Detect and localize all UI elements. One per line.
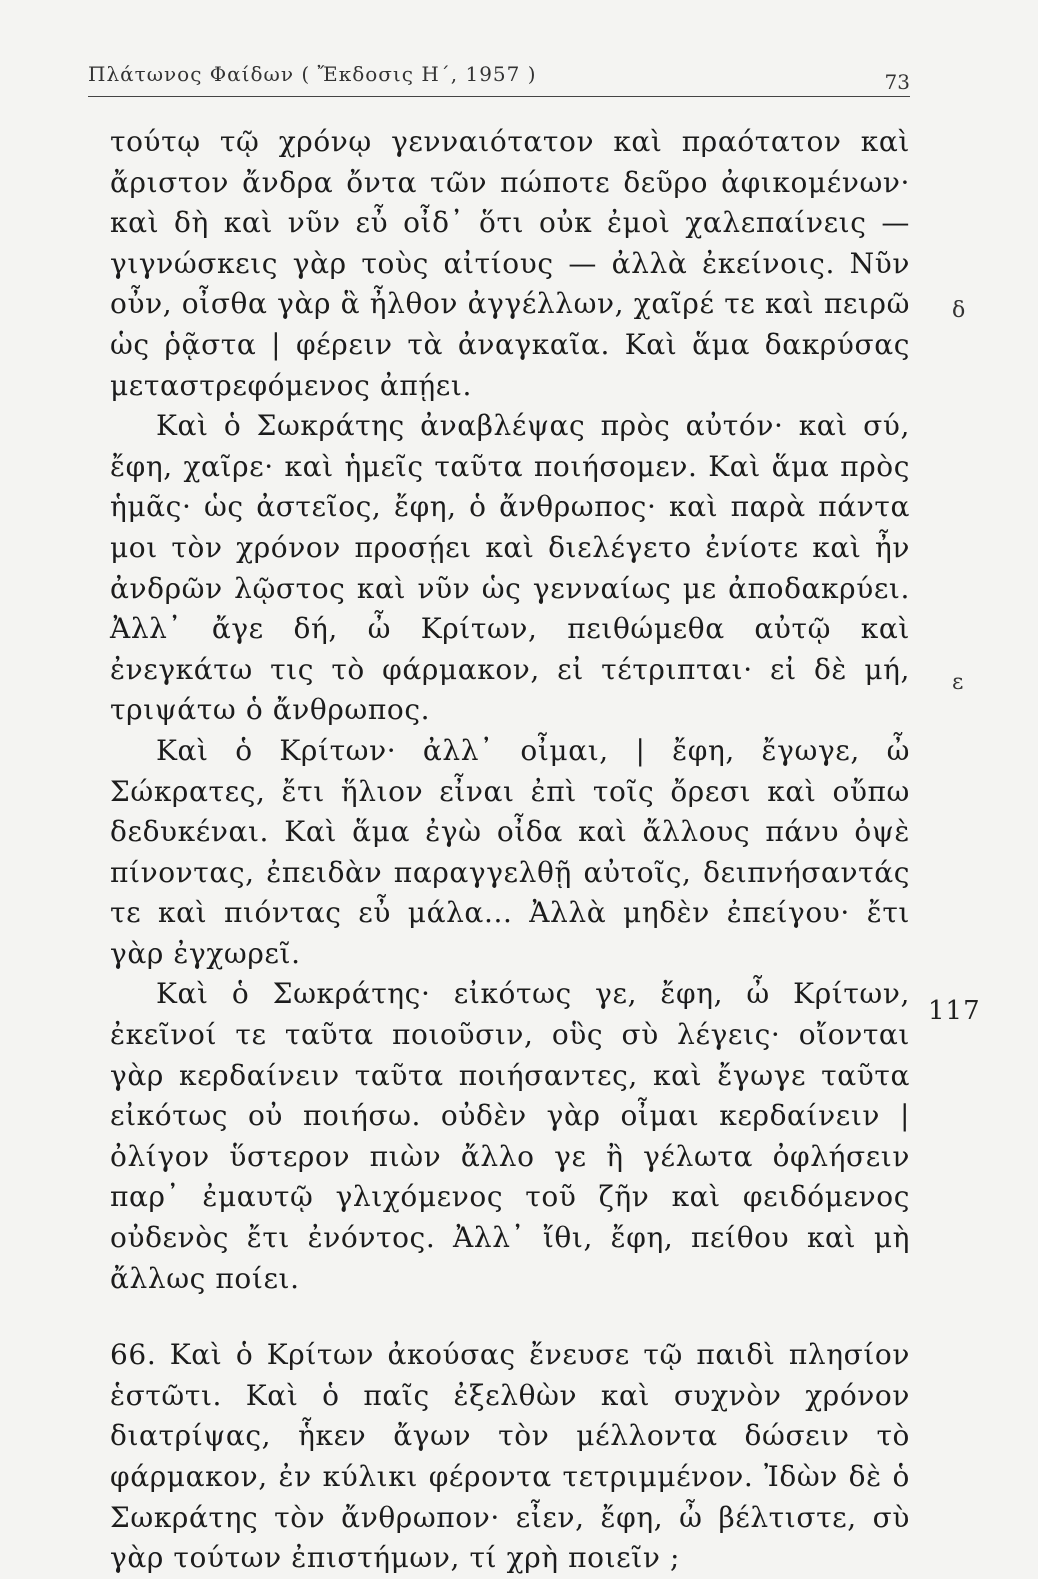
paragraph: τούτῳ τῷ χρόνῳ γενναιότατον καὶ πραότατον καὶ ἄριστον ἄνδρα ὄντα τῶν πώποτε δεῦρο ἀφικομένων· καὶ δὴ καὶ νῦν εὖ οἶδ᾽ ὅτι οὐκ ἐμοὶ χαλεπαίνεις — γιγνώσκεις γὰρ τοὺς αἰτίους — ἀλλὰ ἐκείνοις. Νῦν οὖν, οἶσθα γὰρ ἃ ἦλθον ἀγγέλλων, χαῖρέ τε καὶ πειρῶ ὡς ῥᾷστα | φέρειν τὰ ἀναγκαῖα. Καὶ ἅμα δακρύσας μεταστρεφόμενος ἀπῄει. — [110, 125, 910, 402]
margin-section-e: ε — [952, 670, 964, 695]
paragraph: Καὶ ὁ Σωκράτης ἀναβλέψας πρὸς αὐτόν· καὶ σύ, ἔφη, χαῖρε· καὶ ἡμεῖς ταῦτα ποιήσομεν. Καὶ ἅμα πρὸς ἡμᾶς· ὡς ἀστεῖος, ἔφη, ὁ ἄνθρωπος· καὶ παρὰ πάντα μοι τὸν χρόνον προσῄει καὶ διελέγετο ἐνίοτε καὶ ἦν ἀνδρῶν λῷστος καὶ νῦν ὡς γενναίως με ἀποδακρύει. Ἀλλ᾽ ἄγε δή, ὦ Κρίτων, πειθώμεθα αὐτῷ καὶ ἐνεγκάτω τις τὸ φάρμακον, εἰ τέτριπται· εἰ δὲ μή, τριψάτω ὁ ἄνθρωπος. — [110, 409, 910, 727]
main-text — [110, 122, 910, 1579]
margin-section-d: δ — [952, 298, 966, 323]
chapter-paragraph: 66. Καὶ ὁ Κρίτων ἀκούσας ἔνευσε τῷ παιδὶ πλησίον ἑστῶτι. Καὶ ὁ παῖς ἐξελθὼν καὶ συχνὸν χρόνον διατρίψας, ἧκεν ἄγων τὸν μέλλοντα δώσειν τὸ φάρμακον, ἐν κύλικι φέροντα τετριμμένον. Ἰδὼν δὲ ὁ Σωκράτης τὸν ἄνθρωπον· εἶεν, ἔφη, ὦ βέλτιστε, σὺ γὰρ τούτων ἐπιστήμων, τί χρὴ ποιεῖν ; — [110, 1338, 910, 1575]
margin-stephanus-number: 117 — [928, 996, 981, 1026]
running-header — [88, 62, 910, 97]
page-number: 73 — [884, 70, 910, 94]
paragraph: Καὶ ὁ Κρίτων· ἀλλ᾽ οἶμαι, | ἔφη, ἔγωγε, ὦ Σώκρατες, ἔτι ἥλιον εἶναι ἐπὶ τοῖς ὄρεσι καὶ οὔπω δεδυκέναι. Καὶ ἅμα ἐγὼ οἶδα καὶ ἄλλους πάνυ ὀψὲ πίνοντας, ἐπειδὰν παραγγελθῇ αὐτοῖς, δειπνήσαντάς τε καὶ πιόντας εὖ μάλα... Ἀλλὰ μηδὲν ἐπείγου· ἔτι γὰρ ἐγχωρεῖ. — [110, 733, 910, 970]
header-title: Πλάτωνος Φαίδων ( Ἔκδοσις Η΄, 1957 ) — [88, 62, 537, 86]
paragraph: Καὶ ὁ Σωκράτης· εἰκότως γε, ἔφη, ὦ Κρίτων, ἐκεῖνοί τε ταῦτα ποιοῦσιν, οὓς σὺ λέγεις· οἴονται γὰρ κερδαίνειν ταῦτα ποιήσαντες, καὶ ἔγωγε ταῦτα εἰκότως οὐ ποιήσω. οὐδὲν γὰρ οἶμαι κερδαίνειν | ὀλίγον ὕστερον πιὼν ἄλλο γε ἢ γέλωτα ὀφλήσειν παρ᾽ ἐμαυτῷ γλιχόμενος τοῦ ζῆν καὶ φειδόμενος οὐδενὸς ἔτι ἐνόντος. Ἀλλ᾽ ἴθι, ἔφη, πείθου καὶ μὴ ἄλλως ποίει. — [110, 977, 910, 1295]
